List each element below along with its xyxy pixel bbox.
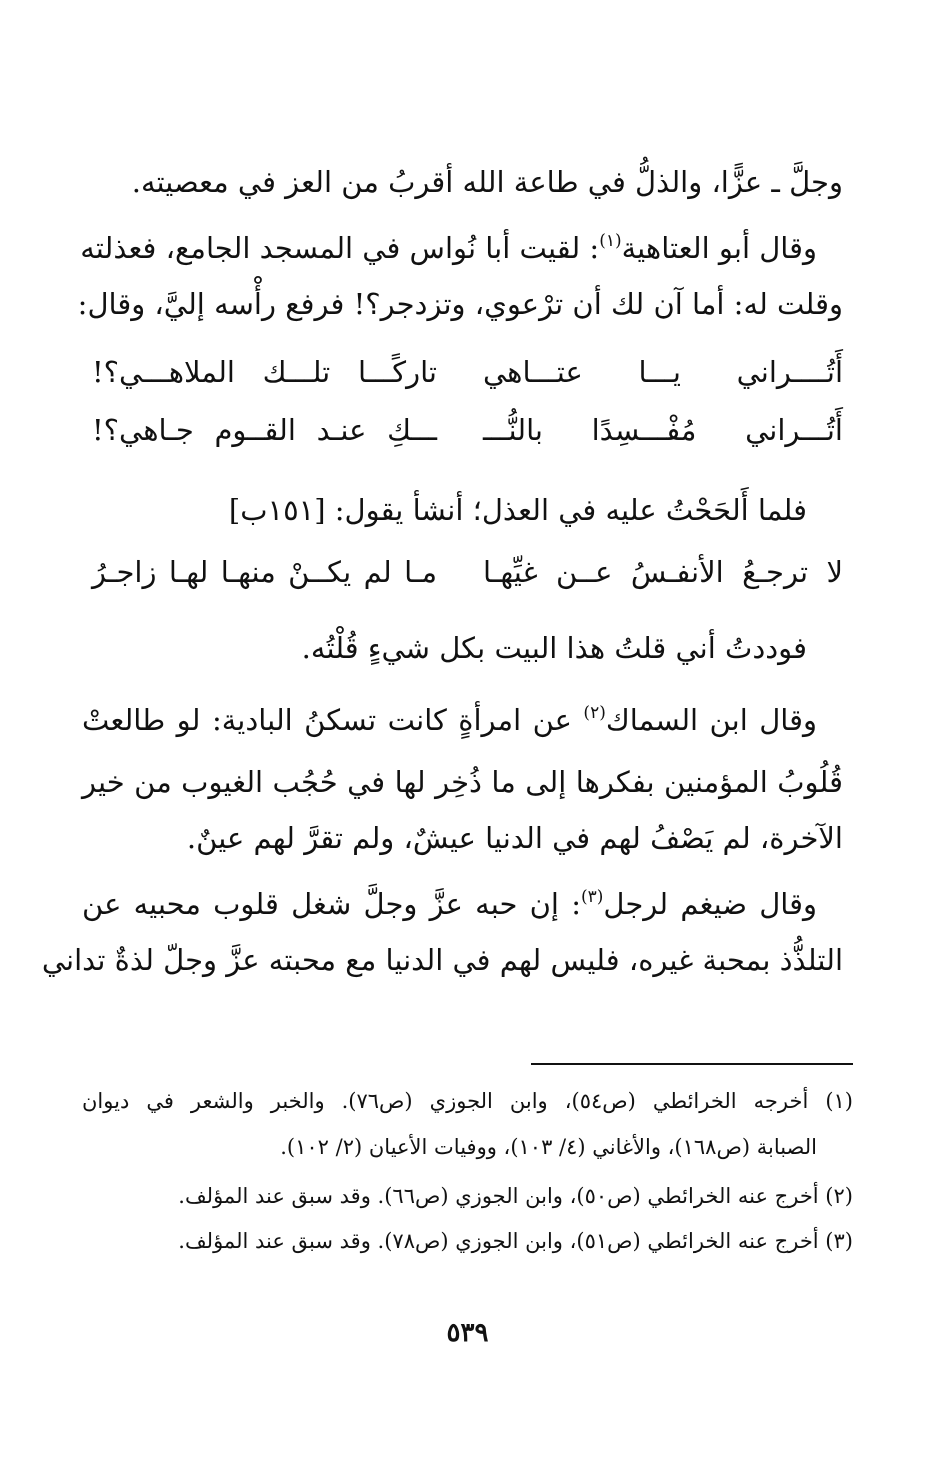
footnote-2: (٢) أخرج عنه الخرائطي (ص٥٠)، وابن الجوزي (ص٦٦). وقد سبق عند المؤلف. xyxy=(178,1184,853,1208)
body-line-5: فوددتُ أني قلتُ هذا البيت بكل شيءٍ قُلْتُه. xyxy=(301,631,807,665)
body-line-1: وجلَّ ـ عزًّا، والذلُّ في طاعة الله أقربُ من العز في معصيته. xyxy=(131,165,843,199)
body-line-9-end: : إن حبه عزَّ وجلَّ شغل قلوب محبيه عن xyxy=(82,887,581,921)
body-line-6 xyxy=(82,700,817,740)
verse-1 xyxy=(92,350,843,394)
body-line-2 xyxy=(82,228,817,268)
body-line-9 xyxy=(82,884,817,924)
body-line-4: فلما أَلحَحْتُ عليه في العذل؛ أنشأ يقول: [١٥١ب] xyxy=(228,493,807,527)
body-line-2-end: : لقيت أبا نُواس في المسجد الجامع، فعذلته xyxy=(80,231,600,265)
footnote-ref-1: (١) xyxy=(599,231,622,251)
body-line-9-start: وقال ضيغم لرجل xyxy=(603,887,817,921)
body-line-3: وقلت له: أما آن لك أن ترْعوي، وتزدجر؟! فرفع رأْسه إليَّ، وقال: xyxy=(77,287,843,321)
verse-1-first-hemistich: أَتُــــراني يـــا عتـــاهي xyxy=(483,355,843,389)
body-line-6-end: عن امرأةٍ كانت تسكنُ البادية: لو طالعتْ xyxy=(82,703,584,737)
verse-3 xyxy=(92,550,843,594)
footnote-ref-2: (٢) xyxy=(583,703,606,723)
footnote-3: (٣) أخرج عنه الخرائطي (ص٥١)، وابن الجوزي (ص٧٨). وقد سبق عند المؤلف. xyxy=(178,1229,853,1253)
footnote-1-line-2: الصبابة (ص١٦٨)، والأغاني (٤/ ١٠٣)، ووفيات الأعيان (٢/ ١٠٢). xyxy=(280,1135,817,1159)
verse-2-second-hemistich: ـــكِ عنـد القــوم جـاهي؟! xyxy=(92,413,437,447)
body-line-10: التلذُّذ بمحبة غيره، فليس لهم في الدنيا مع محبته عزَّ وجلّ لذةٌ تداني xyxy=(41,943,843,977)
footnote-ref-3: (٣) xyxy=(580,887,604,907)
verse-3-first-hemistich: لا ترجـعُ الأنفـسُ عــن غيِّهـا xyxy=(483,555,843,589)
verse-1-second-hemistich: تاركًـــا تلـــك الملاهـــي؟! xyxy=(92,355,437,389)
verse-2 xyxy=(92,408,843,452)
verse-3-second-hemistich: مـا لم يكــنْ منهـا لهـا زاجـرُ xyxy=(92,555,437,589)
body-line-6-start: وقال ابن السماك xyxy=(605,703,817,737)
body-line-7: قُلُوبُ المؤمنين بفكرها إلى ما ذُخِر لها في حُجُب الغيوب من خير xyxy=(82,765,843,799)
body-line-2-start: وقال أبو العتاهية xyxy=(621,231,817,265)
page-number: ٥٣٩ xyxy=(446,1318,489,1348)
footnote-1-line-1: (١) أخرجه الخرائطي (ص٥٤)، وابن الجوزي (ص٧٦). والخبر والشعر في ديوان xyxy=(82,1089,853,1113)
body-line-8: الآخرة، لم يَصْفُ لهم في الدنيا عيشٌ، ولم تقرَّ لهم عينٌ. xyxy=(186,821,843,855)
verse-2-first-hemistich: أَتُـــراني مُفْـــسِدًا بالنُّـــ xyxy=(483,413,843,447)
footnote-separator xyxy=(531,1063,853,1065)
